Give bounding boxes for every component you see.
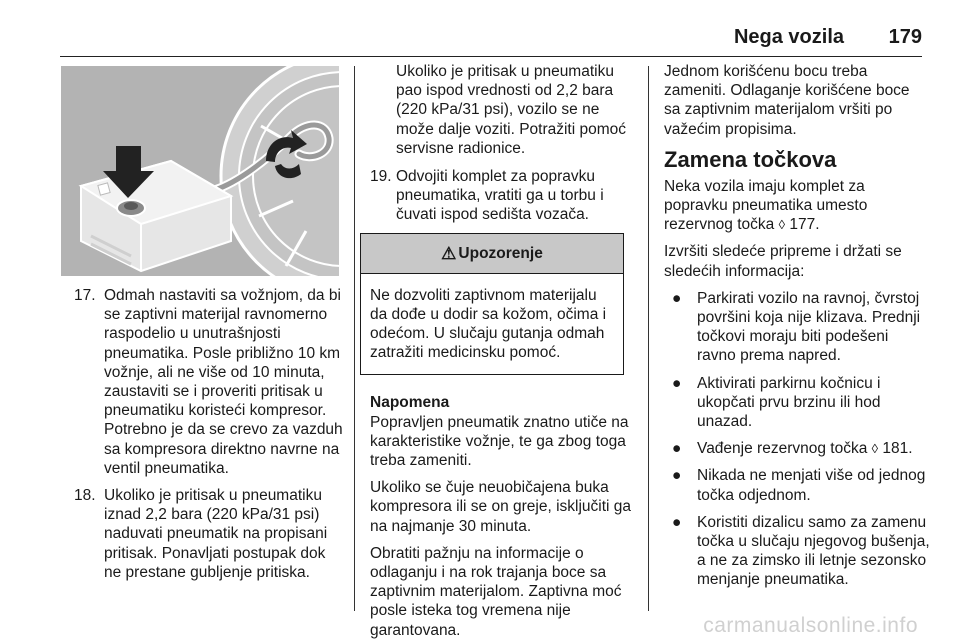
list-item-text: Nikada ne menjati više od jednog točka odjednom.: [697, 467, 926, 504]
section-intro-text: Neka vozila imaju komplet za popravku pneumatika umesto rezervnog točka: [664, 177, 868, 234]
step-number: 18.: [74, 487, 96, 505]
warning-header: [361, 234, 623, 274]
step-number: 19.: [370, 168, 392, 186]
step-text: Odmah nastaviti sa vožnjom, da bi se zaptivni materijal ravnomerno raspodelio u unutrašnjosti pneumatika. Posle približno 10 km vožnje, ali ne više od 10 minuta, zaustaviti se i proveriti pritisak u pneumatiku koristeći kompresor. Potrebno je da se crevo za vazduh sa kompresora direktno navrne na ventil pneumatika.: [104, 287, 343, 477]
note-title: Napomena: [370, 394, 450, 412]
column-divider: [648, 66, 649, 611]
note-paragraph: Obratiti pažnju na informacije o odlaganju i na rok trajanja boce sa zaptivnim materijalom. Zaptivna moć posle isteka tog vremena nije garantovana.: [370, 544, 622, 639]
step-18-continuation: Ukoliko je pritisak u pneumatiku pao ispod vrednosti od 2,2 bara (220 kPa/31 psi), vozilo se ne može dalje voziti. Potražiti pomoć servisne radionice.: [396, 63, 627, 157]
tyre-sealant-compressor-illustration: [61, 66, 339, 276]
chapter-title: Nega vozila: [733, 26, 844, 48]
list-item-text: Parkirati vozilo na ravnoj, čvrstoj površini koja nije klizava. Prednji točkovi moraju biti podešeni ravno prema napred.: [697, 289, 921, 365]
list-item: [672, 439, 930, 458]
header-divider: [60, 56, 922, 57]
list-item: [672, 374, 930, 432]
bullet-icon: ●: [672, 513, 682, 531]
section-title: Zamena točkova: [664, 146, 837, 172]
list-item: [672, 289, 930, 366]
step-text: Ukoliko je pritisak u pneumatiku iznad 2,2 bara (220 kPa/31 psi) naduvati pneumatik na propisani pritisak. Ponavljati postupak dok ne prestane gubljenje pritiska.: [104, 487, 328, 581]
page-number: 179: [888, 26, 922, 48]
cross-reference-icon: ◊: [778, 217, 786, 233]
column-right: [664, 62, 930, 598]
column-divider: [354, 66, 355, 611]
bullet-icon: ●: [672, 374, 682, 392]
list-item: [672, 513, 930, 590]
bullet-icon: ●: [672, 289, 682, 307]
watermark: carmanualsonline.info: [703, 614, 918, 637]
disposal-paragraph: Jednom korišćenu bocu treba zameniti. Odlaganje korišćene boce sa zaptivnim materijalom vršiti po važećim propisima.: [664, 63, 910, 138]
cross-reference-link[interactable]: 181.: [882, 440, 913, 458]
list-item-text: Aktivirati parkirnu kočnicu i ukopčati prvu brzinu ili hod unazad.: [697, 374, 881, 431]
page-header: [60, 26, 922, 50]
list-item: [672, 466, 930, 504]
bullet-icon: ●: [672, 467, 682, 485]
warning-title: Upozorenje: [458, 244, 543, 262]
step-18: [74, 486, 346, 582]
list-item-text: Vađenje rezervnog točka: [697, 440, 868, 458]
preparation-paragraph: Izvršiti sledeće pripreme i držati se sledećih informacija:: [664, 243, 902, 280]
cross-reference-link[interactable]: 177.: [789, 216, 820, 234]
warning-box: [360, 233, 624, 376]
preparation-list: [664, 289, 930, 590]
step-text: Odvojiti komplet za popravku pneumatika, vratiti ga u torbu i čuvati ispod sedišta vozača.: [396, 168, 604, 224]
note-paragraph: Ukoliko se čuje neuobičajena buka kompresora ili se on greje, isključiti ga na najmanje 30 minuta.: [370, 479, 632, 535]
compressor-drawing: [61, 66, 339, 276]
warning-triangle-icon: ⚠: [441, 243, 457, 263]
step-17: [74, 286, 346, 478]
step-19: [370, 167, 634, 225]
note-paragraph: Popravljen pneumatik znatno utiče na karakteristike vožnje, te ga zbog toga treba zameniti.: [370, 413, 629, 470]
step-number: 17.: [74, 287, 96, 304]
section-intro: [664, 177, 930, 235]
column-left: [74, 286, 346, 590]
column-middle: [370, 62, 634, 642]
list-item-text: Koristiti dizalicu samo za zamenu točka u slučaju njegovog bušenja, a ne za zimsko ili letnje sezonsko menjanje pneumatika.: [697, 513, 930, 589]
cross-reference-icon: ◊: [871, 441, 879, 457]
bullet-icon: ●: [672, 440, 682, 458]
warning-text: Ne dozvoliti zaptivnom materijalu da dođe u dodir sa kožom, očima i odećom. U slučaju gutanja odmah zatražiti medicinsku pomoć.: [370, 286, 607, 362]
